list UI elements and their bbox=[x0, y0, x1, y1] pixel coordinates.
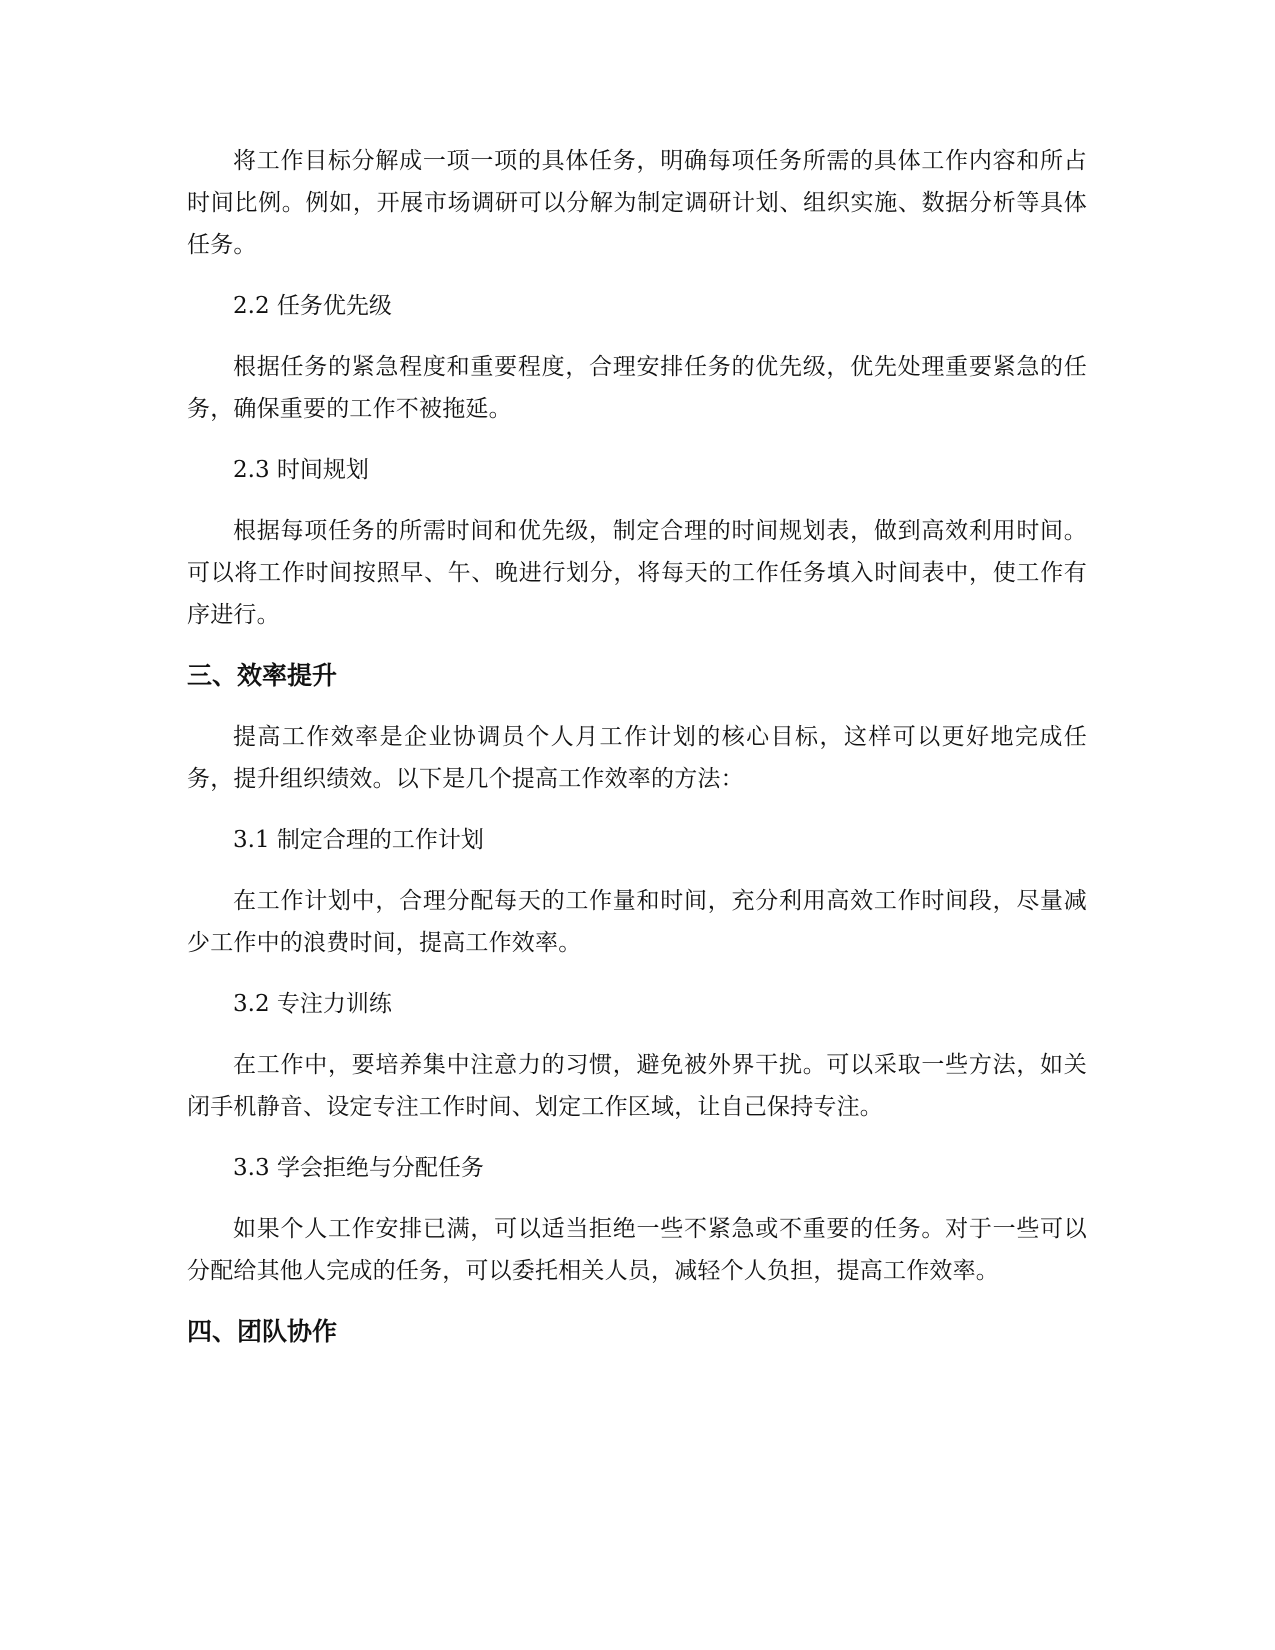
subheading-work-plan: 3.1 制定合理的工作计划 bbox=[233, 827, 484, 853]
subheading-task-priority: 2.2 任务优先级 bbox=[233, 293, 392, 319]
subheading-time-planning: 2.3 时间规划 bbox=[233, 457, 369, 483]
subheading-refuse-delegate: 3.3 学会拒绝与分配任务 bbox=[233, 1155, 484, 1181]
subheading-focus-training: 3.2 专注力训练 bbox=[233, 991, 392, 1017]
paragraph-focus-training: 在工作中，要培养集中注意力的习惯，避免被外界干扰。可以采取一些方法，如关闭手机静音、设定专注工作时间、划定工作区域，让自己保持专注。 bbox=[187, 1052, 1087, 1120]
paragraph-time-planning: 根据每项任务的所需时间和优先级，制定合理的时间规划表，做到高效利用时间。可以将工作时间按照早、午、晚进行划分，将每天的工作任务填入时间表中，使工作有序进行。 bbox=[187, 518, 1087, 628]
paragraph-task-breakdown: 将工作目标分解成一项一项的具体任务，明确每项任务所需的具体工作内容和所占时间比例。例如，开展市场调研可以分解为制定调研计划、组织实施、数据分析等具体任务。 bbox=[187, 148, 1087, 258]
section-heading-efficiency: 三、效率提升 bbox=[187, 661, 338, 690]
paragraph-refuse-delegate: 如果个人工作安排已满，可以适当拒绝一些不紧急或不重要的任务。对于一些可以分配给其他人完成的任务，可以委托相关人员，减轻个人负担，提高工作效率。 bbox=[187, 1216, 1087, 1284]
section-heading-teamwork: 四、团队协作 bbox=[187, 1317, 338, 1346]
document-page bbox=[187, 140, 1087, 1372]
paragraph-efficiency-intro: 提高工作效率是企业协调员个人月工作计划的核心目标，这样可以更好地完成任务，提升组织绩效。以下是几个提高工作效率的方法： bbox=[187, 724, 1087, 792]
paragraph-work-plan: 在工作计划中，合理分配每天的工作量和时间，充分利用高效工作时间段，尽量减少工作中的浪费时间，提高工作效率。 bbox=[187, 888, 1087, 956]
paragraph-task-priority: 根据任务的紧急程度和重要程度，合理安排任务的优先级，优先处理重要紧急的任务，确保重要的工作不被拖延。 bbox=[187, 354, 1087, 422]
